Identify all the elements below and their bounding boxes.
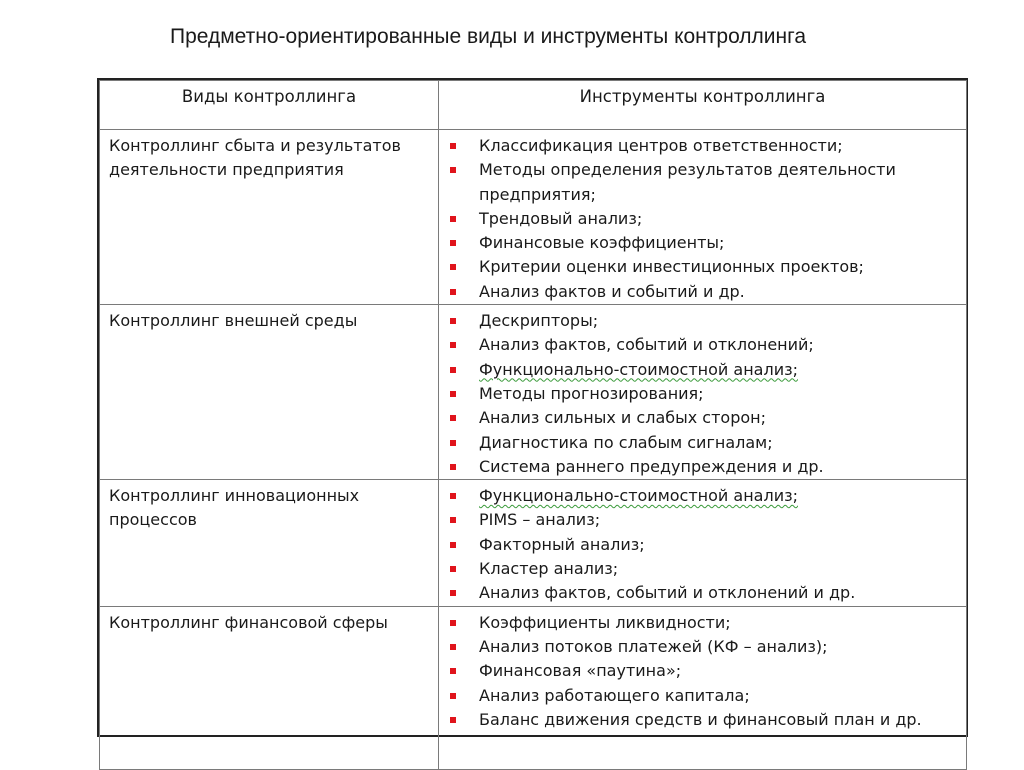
tool-item: Кластер анализ; [449,557,960,581]
tool-item: Функционально-стоимостной анализ; [449,358,960,382]
kind-cell-finance: Контроллинг финансовой сферы [100,606,439,769]
tool-item: Методы определения результатов деятельности предприятия; [449,158,960,207]
column-header-tools: Инструменты контроллинга [439,81,967,130]
table-row [100,606,967,769]
tool-item: Диагностика по слабым сигналам; [449,431,960,455]
tool-list [449,611,960,732]
kind-cell-innovation: Контроллинг инновационных процессов [100,480,439,606]
tool-item: Функционально-стоимостной анализ; [449,484,960,508]
column-header-kinds: Виды контроллинга [100,81,439,130]
tools-cell-external [439,305,967,480]
tool-item: Факторный анализ; [449,533,960,557]
tools-cell-innovation [439,480,967,606]
tool-item: Система раннего предупреждения и др. [449,455,960,479]
table-row [100,480,967,606]
tool-list [449,484,960,605]
tool-item: Баланс движения средств и финансовый план и др. [449,708,960,732]
tool-item: Дескрипторы; [449,309,960,333]
tool-item: Критерии оценки инвестиционных проектов; [449,255,960,279]
tool-item: Методы прогнозирования; [449,382,960,406]
tool-item: Анализ работающего капитала; [449,684,960,708]
page-title: Предметно-ориентированные виды и инструменты контроллинга [170,25,806,48]
tool-item: Трендовый анализ; [449,207,960,231]
tools-cell-finance [439,606,967,769]
tool-item: Коэффициенты ликвидности; [449,611,960,635]
kind-cell-sales: Контроллинг сбыта и результатов деятельности предприятия [100,130,439,305]
tool-list [449,309,960,479]
tool-item: Анализ фактов и событий и др. [449,280,960,304]
table-row [100,305,967,480]
table-header-row [100,81,967,130]
table-row [100,130,967,305]
tool-item: Финансовые коэффициенты; [449,231,960,255]
kind-cell-external: Контроллинг внешней среды [100,305,439,480]
table [99,80,967,770]
tool-item: Финансовая «паутина»; [449,659,960,683]
tool-item: Анализ потоков платежей (КФ – анализ); [449,635,960,659]
controlling-table [97,78,968,737]
tool-item: PIMS – анализ; [449,508,960,532]
tool-item: Классификация центров ответственности; [449,134,960,158]
tool-item: Анализ фактов, событий и отклонений; [449,333,960,357]
tool-item: Анализ сильных и слабых сторон; [449,406,960,430]
tool-item: Анализ фактов, событий и отклонений и др. [449,581,960,605]
tool-list [449,134,960,304]
tools-cell-sales [439,130,967,305]
